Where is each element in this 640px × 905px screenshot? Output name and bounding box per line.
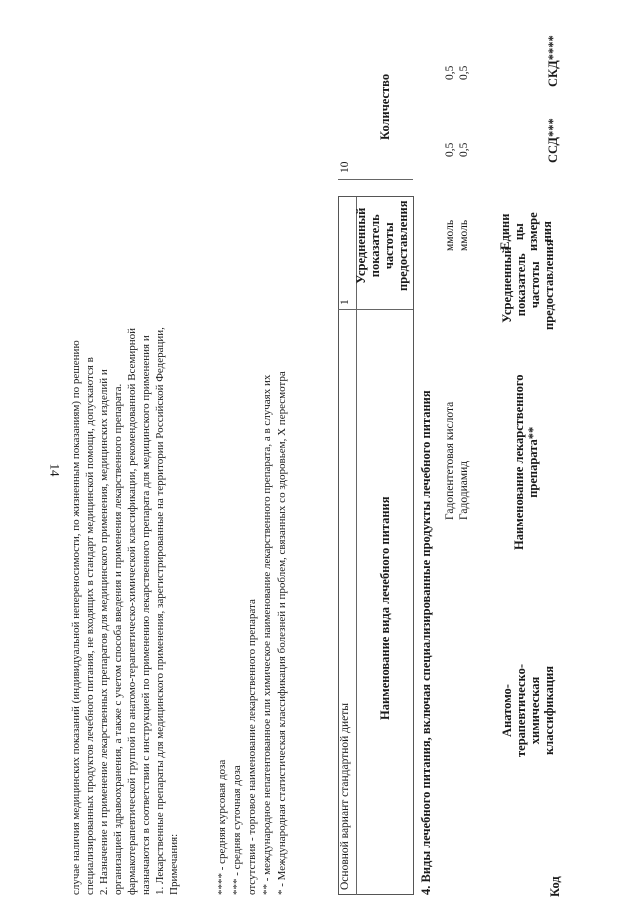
nutrition-row-qty: 10 (339, 161, 351, 173)
table-divider (356, 197, 357, 895)
footnote: **** - средняя курсовая доза (216, 759, 228, 895)
header-skd: СКД**** (546, 35, 560, 87)
table-row-units: ммоль (444, 219, 456, 251)
note-line: фармакотерапевтической группой по анатомо-терапевтическо-химической классификации, рекомендованной Всемирной (126, 327, 138, 895)
table-row-drug: Гадодиамид (458, 460, 470, 520)
nutrition-header-freq-line: Усредненный (354, 207, 368, 284)
note-line: организацией здравоохранения, а также с учетом способа введения и применения лекарственного препарата. (112, 383, 124, 895)
nutrition-header-freq (354, 200, 410, 291)
table-row-ssd: 0,5 (444, 142, 456, 157)
page-number: 14 (47, 463, 63, 477)
header-atc-line: терапевтическо- (514, 663, 528, 757)
notes-title: Примечания: (168, 833, 180, 895)
note-line: специализированных продуктов лечебного питания, не входящих в стандарт медицинской помощи, допускаются в (84, 357, 96, 895)
nutrition-row-freq: 1 (339, 299, 351, 305)
header-drug-line: Наименование лекарственного (512, 374, 526, 550)
nutrition-header-name: Наименование вида лечебного питания (378, 496, 392, 720)
header-atc-line: классификация (542, 665, 556, 756)
header-atc-line: химическая (528, 676, 542, 745)
footnote: * - Международная статистическая классификация болезней и проблем, связанных со здоровьем, X пересмотра (276, 371, 288, 895)
header-units-line: цы (512, 223, 526, 241)
header-drug-line: препарата** (526, 426, 540, 498)
section-title: 4. Виды лечебного питания, включая специализированные продукты лечебного питания (419, 390, 433, 895)
table-row-skd: 0,5 (458, 65, 470, 80)
header-atc (500, 664, 556, 757)
table-divider (338, 309, 413, 310)
header-atc-line: Анатомо- (500, 684, 514, 737)
footnote: *** - средняя суточная доза (231, 765, 243, 895)
header-freq-line: частоты (528, 261, 542, 309)
header-units-line: ния (540, 221, 554, 243)
header-ssd: ССД*** (546, 118, 560, 163)
nutrition-header-qty: Количество (378, 73, 392, 140)
table-row-skd: 0,5 (444, 65, 456, 80)
nutrition-header-freq-line: показатель (368, 214, 382, 278)
header-freq (500, 239, 556, 330)
nutrition-header-freq-line: предоставления (396, 200, 410, 291)
footnote: ** - международное непатентованное или химическое наименование лекарственного препарата, а в случаях их (261, 374, 273, 895)
rotated-page-content (0, 25, 640, 905)
nutrition-row-name: Основной вариант стандартной диеты (339, 702, 351, 890)
table-row-ssd: 0,5 (458, 142, 470, 157)
note-line: назначаются в соответствии с инструкцией по применению лекарственного препарата для медицинского применения и (140, 335, 152, 895)
nutrition-header-freq-line: частоты (382, 222, 396, 270)
note-line: случае наличия медицинских показаний (индивидуальной непереносимости, по жизненным показаниям) по решению (70, 340, 82, 895)
header-freq-line: показатель (514, 253, 528, 317)
header-units-line: Едини (498, 213, 512, 250)
note-line: 2. Назначение и применение лекарственных препаратов для медицинского применения, медицинских изделий и (98, 369, 110, 895)
header-units-line: измере (526, 212, 540, 251)
footnote: отсутствия - торговое наименование лекарственного препарата (246, 599, 258, 895)
table-row-drug: Гадопентетовая кислота (444, 401, 456, 520)
note-line: 1. Лекарственные препараты для медицинского применения, зарегистрированные на территории Российской Федерации, (154, 327, 166, 895)
header-freq-line: Усредненный (500, 246, 514, 323)
table-row-units: ммоль (458, 219, 470, 251)
header-units (498, 212, 554, 251)
header-freq-line: предоставления (542, 239, 556, 330)
header-code: Код (548, 876, 562, 897)
header-drug (512, 375, 540, 551)
table-divider (338, 179, 413, 180)
